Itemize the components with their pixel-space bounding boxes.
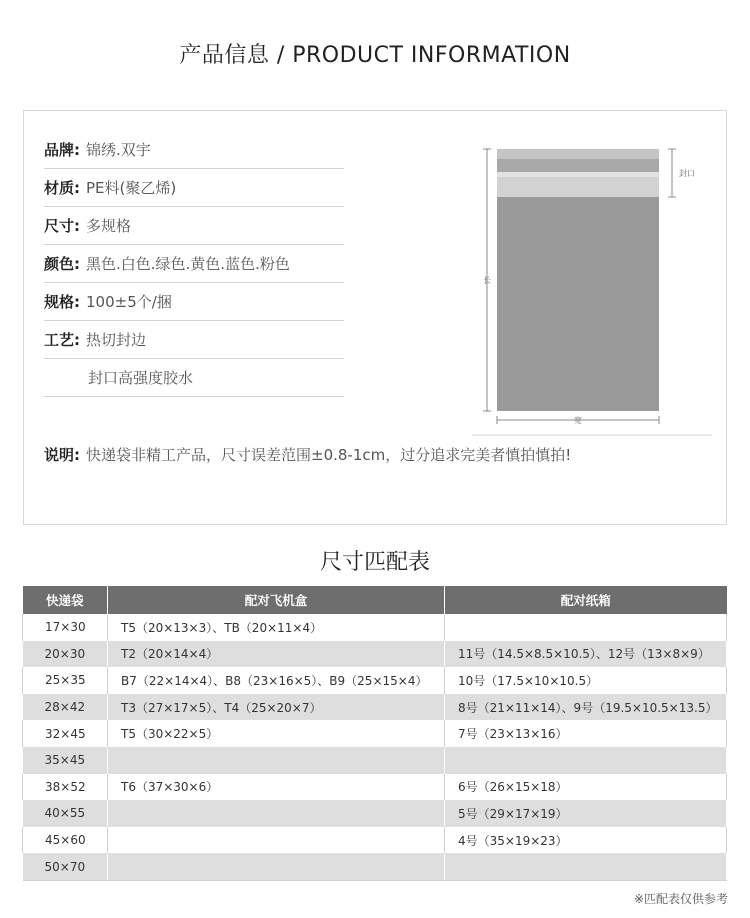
table-row <box>23 774 727 801</box>
table-row <box>23 614 727 641</box>
seal-label: 封口 <box>679 169 695 178</box>
bag-seal-area <box>497 177 659 197</box>
info-row-material <box>44 169 344 207</box>
cell-carton: 8号（21×11×14）、9号（19.5×10.5×13.5） <box>445 694 727 721</box>
length-label: 长 <box>483 276 491 285</box>
product-info-panel <box>23 110 727 525</box>
cell-bag-size: 45×60 <box>23 827 108 854</box>
table-row <box>23 694 727 721</box>
cell-carton <box>445 747 727 774</box>
column-header: 配对纸箱 <box>445 586 727 614</box>
size-table-title: 尺寸匹配表 <box>319 550 430 575</box>
cell-carton: 6号（26×15×18） <box>445 774 727 801</box>
cell-carton: 11号（14.5×8.5×10.5）、12号（13×8×9） <box>445 641 727 668</box>
cell-bag-size: 20×30 <box>23 641 108 668</box>
info-label: 品牌: <box>44 141 80 159</box>
info-value: 100±5个/捆 <box>86 293 172 311</box>
info-row-brand <box>44 131 344 169</box>
page-title: 产品信息 / PRODUCT INFORMATION <box>179 43 571 68</box>
table-row <box>23 667 727 694</box>
width-label: 宽 <box>574 416 582 425</box>
cell-box: T3（27×17×5）、T4（25×20×7） <box>108 694 445 721</box>
info-label: 工艺: <box>44 331 80 349</box>
cell-carton: 7号（23×13×16） <box>445 720 727 747</box>
cell-bag-size: 50×70 <box>23 853 108 880</box>
cell-box: B7（22×14×4）、B8（23×16×5）、B9（25×15×4） <box>108 667 445 694</box>
column-header: 配对飞机盒 <box>108 586 445 614</box>
cell-carton: 4号（35×19×23） <box>445 827 727 854</box>
info-label: 材质: <box>44 179 80 197</box>
note-label: 说明: <box>44 446 80 464</box>
cell-box <box>108 853 445 880</box>
bag-top-strip <box>497 149 659 159</box>
info-label: 颜色: <box>44 255 80 273</box>
table-row <box>23 827 727 854</box>
table-row <box>23 747 727 774</box>
table-header-row <box>23 586 727 614</box>
info-value: 封口高强度胶水 <box>88 369 194 387</box>
info-value: 热切封边 <box>86 331 147 349</box>
cell-bag-size: 25×35 <box>23 667 108 694</box>
note-text: 快递袋非精工产品，尺寸误差范围±0.8-1cm，过分追求完美者慎拍慎拍! <box>86 446 572 464</box>
cell-bag-size: 35×45 <box>23 747 108 774</box>
info-row-craft <box>44 321 344 359</box>
info-value: PE料(聚乙烯) <box>86 179 177 197</box>
cell-bag-size: 17×30 <box>23 614 108 641</box>
bag-diagram <box>472 141 712 441</box>
cell-bag-size: 40×55 <box>23 800 108 827</box>
cell-bag-size: 32×45 <box>23 720 108 747</box>
cell-box: T5（30×22×5） <box>108 720 445 747</box>
disclaimer-note <box>44 444 571 465</box>
info-row-color <box>44 245 344 283</box>
info-label: 规格: <box>44 293 80 311</box>
info-value: 锦绣.双宇 <box>86 141 151 159</box>
cell-box <box>108 747 445 774</box>
cell-box: T5（20×13×3）、TB（20×11×4） <box>108 614 445 641</box>
info-row-spec <box>44 283 344 321</box>
cell-box: T2（20×14×4） <box>108 641 445 668</box>
table-row <box>23 800 727 827</box>
cell-carton: 5号（29×17×19） <box>445 800 727 827</box>
size-match-table <box>22 586 727 881</box>
table-row <box>23 853 727 880</box>
table-row <box>23 720 727 747</box>
cell-bag-size: 38×52 <box>23 774 108 801</box>
bag-flap <box>497 159 659 172</box>
info-value: 黑色.白色.绿色.黄色.蓝色.粉色 <box>86 255 290 273</box>
bag-glue-line <box>497 172 659 177</box>
cell-bag-size: 28×42 <box>23 694 108 721</box>
cell-box <box>108 827 445 854</box>
cell-carton <box>445 614 727 641</box>
table-row <box>23 641 727 668</box>
info-row-size <box>44 207 344 245</box>
footnote: ※匹配表仅供参考 <box>633 892 728 906</box>
cell-box: T6（37×30×6） <box>108 774 445 801</box>
info-row-craft-extra <box>44 359 344 397</box>
cell-carton: 10号（17.5×10×10.5） <box>445 667 727 694</box>
info-label: 尺寸: <box>44 217 80 235</box>
column-header: 快递袋 <box>23 586 108 614</box>
cell-box <box>108 800 445 827</box>
info-value: 多规格 <box>86 217 132 235</box>
cell-carton <box>445 853 727 880</box>
